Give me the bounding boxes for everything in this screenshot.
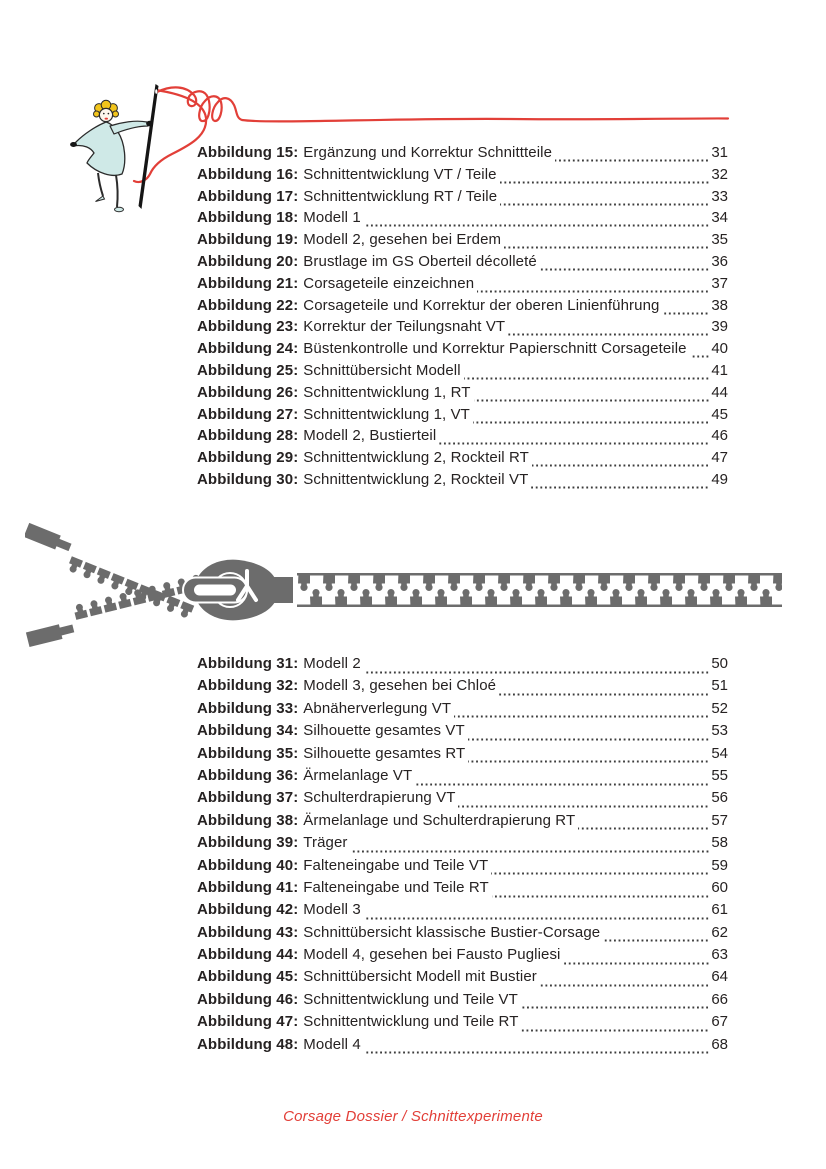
page-number: 32 bbox=[711, 165, 728, 183]
dotted-leader bbox=[690, 338, 710, 360]
thread-line bbox=[157, 87, 728, 121]
toc-entry bbox=[197, 207, 728, 229]
toc-entry bbox=[197, 832, 728, 854]
figure-title: Modell 4 bbox=[303, 1035, 361, 1053]
toc-entry bbox=[197, 877, 728, 899]
page-number: 57 bbox=[711, 811, 728, 829]
dotted-leader bbox=[458, 787, 709, 809]
dotted-leader bbox=[499, 675, 709, 697]
dotted-leader bbox=[473, 404, 709, 426]
figure-label: Abbildung 34: bbox=[197, 722, 299, 740]
page-number: 58 bbox=[711, 834, 728, 852]
figure-label: Abbildung 26: bbox=[197, 383, 299, 401]
dotted-leader bbox=[508, 316, 709, 338]
toc-entry bbox=[197, 338, 728, 360]
figure-list-2 bbox=[197, 653, 728, 1056]
figure-title: Silhouette gesamtes RT bbox=[303, 744, 466, 762]
zipper-svg bbox=[25, 515, 785, 655]
figure-title: Abnäherverlegung VT bbox=[303, 699, 452, 717]
toc-entry bbox=[197, 404, 728, 426]
toc-entry bbox=[197, 164, 728, 186]
dotted-leader bbox=[578, 810, 709, 832]
page-number: 31 bbox=[711, 144, 728, 161]
dotted-leader bbox=[603, 922, 709, 944]
footer-title: Corsage Dossier / Schnittexperimente bbox=[283, 1108, 543, 1125]
figure-label: Abbildung 46: bbox=[197, 990, 299, 1008]
figure-label: Abbildung 30: bbox=[197, 470, 299, 488]
page-number: 52 bbox=[711, 699, 728, 717]
dotted-leader bbox=[364, 899, 710, 921]
toc-entry bbox=[197, 295, 728, 317]
toc-entry bbox=[197, 447, 728, 469]
dotted-leader bbox=[504, 229, 709, 251]
dotted-leader bbox=[468, 720, 710, 742]
figure-title: Schulterdrapierung VT bbox=[303, 789, 456, 807]
figure-label: Abbildung 28: bbox=[197, 427, 299, 445]
figure-label: Abbildung 17: bbox=[197, 187, 299, 205]
figure-label: Abbildung 39: bbox=[197, 834, 299, 852]
page-number: 68 bbox=[711, 1035, 728, 1053]
fairy-figure bbox=[70, 100, 148, 212]
figure-label: Abbildung 36: bbox=[197, 766, 299, 784]
dotted-leader bbox=[415, 765, 709, 787]
page-number: 47 bbox=[711, 449, 728, 467]
toc-entry bbox=[197, 787, 728, 809]
toc-entry bbox=[197, 229, 728, 251]
figure-title: Schnittübersicht Modell mit Bustier bbox=[303, 968, 537, 986]
figure-label: Abbildung 43: bbox=[197, 923, 299, 941]
figure-label: Abbildung 33: bbox=[197, 699, 299, 717]
figure-label: Abbildung 38: bbox=[197, 811, 299, 829]
figure-title: Ärmelanlage und Schulterdrapierung RT bbox=[303, 811, 576, 829]
figure-label: Abbildung 22: bbox=[197, 296, 299, 314]
page-number: 62 bbox=[711, 923, 728, 941]
figure-label: Abbildung 27: bbox=[197, 405, 299, 423]
figure-title: Schnittentwicklung und Teile RT bbox=[303, 1013, 519, 1031]
needle bbox=[139, 84, 159, 209]
toc-entry bbox=[197, 360, 728, 382]
dotted-leader bbox=[500, 164, 710, 186]
toc-entry bbox=[197, 273, 728, 295]
dotted-leader bbox=[364, 207, 710, 229]
toc-entry bbox=[197, 469, 728, 491]
figure-title: Schnittentwicklung 1, VT bbox=[303, 405, 470, 423]
page-number: 67 bbox=[711, 1013, 728, 1031]
figure-label: Abbildung 40: bbox=[197, 856, 299, 874]
dotted-leader bbox=[454, 698, 709, 720]
toc-entry bbox=[197, 1011, 728, 1033]
figure-title: Korrektur der Teilungsnaht VT bbox=[303, 318, 506, 336]
page-number: 61 bbox=[711, 901, 728, 919]
figure-title: Modell 3 bbox=[303, 901, 361, 919]
toc-entry bbox=[197, 382, 728, 404]
toc-entry bbox=[197, 186, 728, 208]
page-number: 40 bbox=[711, 340, 728, 358]
dotted-leader bbox=[521, 1011, 709, 1033]
toc-entry bbox=[197, 1034, 728, 1056]
dotted-leader bbox=[540, 251, 710, 273]
figure-label: Abbildung 20: bbox=[197, 252, 299, 270]
figure-title: Brustlage im GS Oberteil décolleté bbox=[303, 252, 537, 270]
page-number: 41 bbox=[711, 361, 728, 379]
dotted-leader bbox=[439, 425, 709, 447]
figure-title: Träger bbox=[303, 834, 348, 852]
figure-title: Ärmelanlage VT bbox=[303, 766, 413, 784]
figure-label: Abbildung 31: bbox=[197, 655, 299, 672]
dotted-leader bbox=[531, 469, 709, 491]
dotted-leader bbox=[464, 360, 710, 382]
toc-entry bbox=[197, 944, 728, 966]
figure-label: Abbildung 19: bbox=[197, 231, 299, 249]
page-number: 63 bbox=[711, 946, 728, 964]
fairy-hand bbox=[146, 121, 153, 126]
figure-title: Schnittentwicklung 2, Rockteil RT bbox=[303, 449, 529, 467]
page-number: 56 bbox=[711, 789, 728, 807]
page-number: 37 bbox=[711, 274, 728, 292]
page-number: 44 bbox=[711, 383, 728, 401]
figure-title: Schnittentwicklung VT / Teile bbox=[303, 165, 497, 183]
figure-title: Modell 1 bbox=[303, 209, 361, 227]
zipper-illustration bbox=[25, 515, 785, 655]
figure-title: Modell 2 bbox=[303, 655, 361, 672]
figure-title: Schnittentwicklung und Teile VT bbox=[303, 990, 518, 1008]
toc-entry bbox=[197, 425, 728, 447]
toc-entry bbox=[197, 810, 728, 832]
dotted-leader bbox=[474, 382, 710, 404]
toc-entry bbox=[197, 855, 728, 877]
toc-entry bbox=[197, 989, 728, 1011]
dotted-leader bbox=[491, 855, 709, 877]
figure-label: Abbildung 18: bbox=[197, 209, 299, 227]
page-number: 54 bbox=[711, 744, 728, 762]
figure-title: Ergänzung und Korrektur Schnittteile bbox=[303, 144, 553, 161]
page-number: 50 bbox=[711, 655, 728, 672]
dotted-leader bbox=[351, 832, 710, 854]
toc-entry bbox=[197, 899, 728, 921]
figure-list-1 bbox=[197, 142, 728, 491]
figure-label: Abbildung 37: bbox=[197, 789, 299, 807]
page-number: 35 bbox=[711, 231, 728, 249]
toc-entry bbox=[197, 698, 728, 720]
page-number: 49 bbox=[711, 470, 728, 488]
figure-label: Abbildung 42: bbox=[197, 901, 299, 919]
figure-title: Modell 4, gesehen bei Fausto Pugliesi bbox=[303, 946, 561, 964]
toc-entry bbox=[197, 142, 728, 164]
figure-title: Schnittentwicklung 2, Rockteil VT bbox=[303, 470, 529, 488]
toc-entry bbox=[197, 675, 728, 697]
dotted-leader bbox=[492, 877, 710, 899]
figure-title: Schnittübersicht Modell bbox=[303, 361, 461, 379]
figure-label: Abbildung 47: bbox=[197, 1013, 299, 1031]
figure-title: Schnittentwicklung 1, RT bbox=[303, 383, 471, 401]
dotted-leader bbox=[532, 447, 709, 469]
figure-label: Abbildung 16: bbox=[197, 165, 299, 183]
dotted-leader bbox=[477, 273, 709, 295]
figure-title: Falteneingabe und Teile VT bbox=[303, 856, 489, 874]
figure-label: Abbildung 48: bbox=[197, 1035, 299, 1053]
dotted-leader bbox=[662, 295, 709, 317]
figure-label: Abbildung 21: bbox=[197, 274, 299, 292]
toc-entry bbox=[197, 251, 728, 273]
figure-label: Abbildung 44: bbox=[197, 946, 299, 964]
page-number: 38 bbox=[711, 296, 728, 314]
dotted-leader bbox=[364, 653, 710, 675]
figure-label: Abbildung 41: bbox=[197, 878, 299, 896]
figure-title: Büstenkontrolle und Korrektur Papierschnitt Corsageteile bbox=[303, 340, 687, 358]
figure-label: Abbildung 15: bbox=[197, 144, 299, 161]
toc-entry bbox=[197, 653, 728, 675]
figure-label: Abbildung 23: bbox=[197, 318, 299, 336]
toc-entry bbox=[197, 922, 728, 944]
figure-title: Modell 2, gesehen bei Erdem bbox=[303, 231, 502, 249]
dotted-leader bbox=[540, 966, 709, 988]
zipper-slider bbox=[183, 560, 293, 621]
page-number: 33 bbox=[711, 187, 728, 205]
dotted-leader bbox=[521, 989, 709, 1011]
figure-title: Corsageteile einzeichnen bbox=[303, 274, 475, 292]
figure-title: Corsageteile und Korrektur der oberen Linienführung bbox=[303, 296, 660, 314]
dotted-leader bbox=[564, 944, 710, 966]
dotted-leader bbox=[364, 1034, 710, 1056]
page-number: 51 bbox=[711, 677, 728, 695]
figure-label: Abbildung 25: bbox=[197, 361, 299, 379]
toc-entry bbox=[197, 765, 728, 787]
dotted-leader bbox=[555, 142, 709, 164]
page-number: 64 bbox=[711, 968, 728, 986]
figure-label: Abbildung 24: bbox=[197, 340, 299, 358]
dotted-leader bbox=[468, 743, 709, 765]
page-number: 66 bbox=[711, 990, 728, 1008]
page-number: 60 bbox=[711, 878, 728, 896]
page-number: 39 bbox=[711, 318, 728, 336]
page-number: 36 bbox=[711, 252, 728, 270]
figure-label: Abbildung 29: bbox=[197, 449, 299, 467]
figure-title: Falteneingabe und Teile RT bbox=[303, 878, 489, 896]
page-number: 34 bbox=[711, 209, 728, 227]
figure-title: Silhouette gesamtes VT bbox=[303, 722, 465, 740]
figure-title: Modell 3, gesehen bei Chloé bbox=[303, 677, 497, 695]
page-number: 46 bbox=[711, 427, 728, 445]
figure-label: Abbildung 32: bbox=[197, 677, 299, 695]
page-number: 45 bbox=[711, 405, 728, 423]
page-number: 55 bbox=[711, 766, 728, 784]
page-number: 53 bbox=[711, 722, 728, 740]
figure-title: Schnittübersicht klassische Bustier-Corsage bbox=[303, 923, 601, 941]
page-number: 59 bbox=[711, 856, 728, 874]
toc-entry bbox=[197, 316, 728, 338]
zipper-closed-teeth bbox=[297, 573, 782, 607]
toc-entry bbox=[197, 720, 728, 742]
figure-label: Abbildung 35: bbox=[197, 744, 299, 762]
figure-title: Modell 2, Bustierteil bbox=[303, 427, 437, 445]
figure-title: Schnittentwicklung RT / Teile bbox=[303, 187, 498, 205]
toc-entry bbox=[197, 743, 728, 765]
dotted-leader bbox=[500, 186, 709, 208]
toc-entry bbox=[197, 966, 728, 988]
figure-label: Abbildung 45: bbox=[197, 968, 299, 986]
